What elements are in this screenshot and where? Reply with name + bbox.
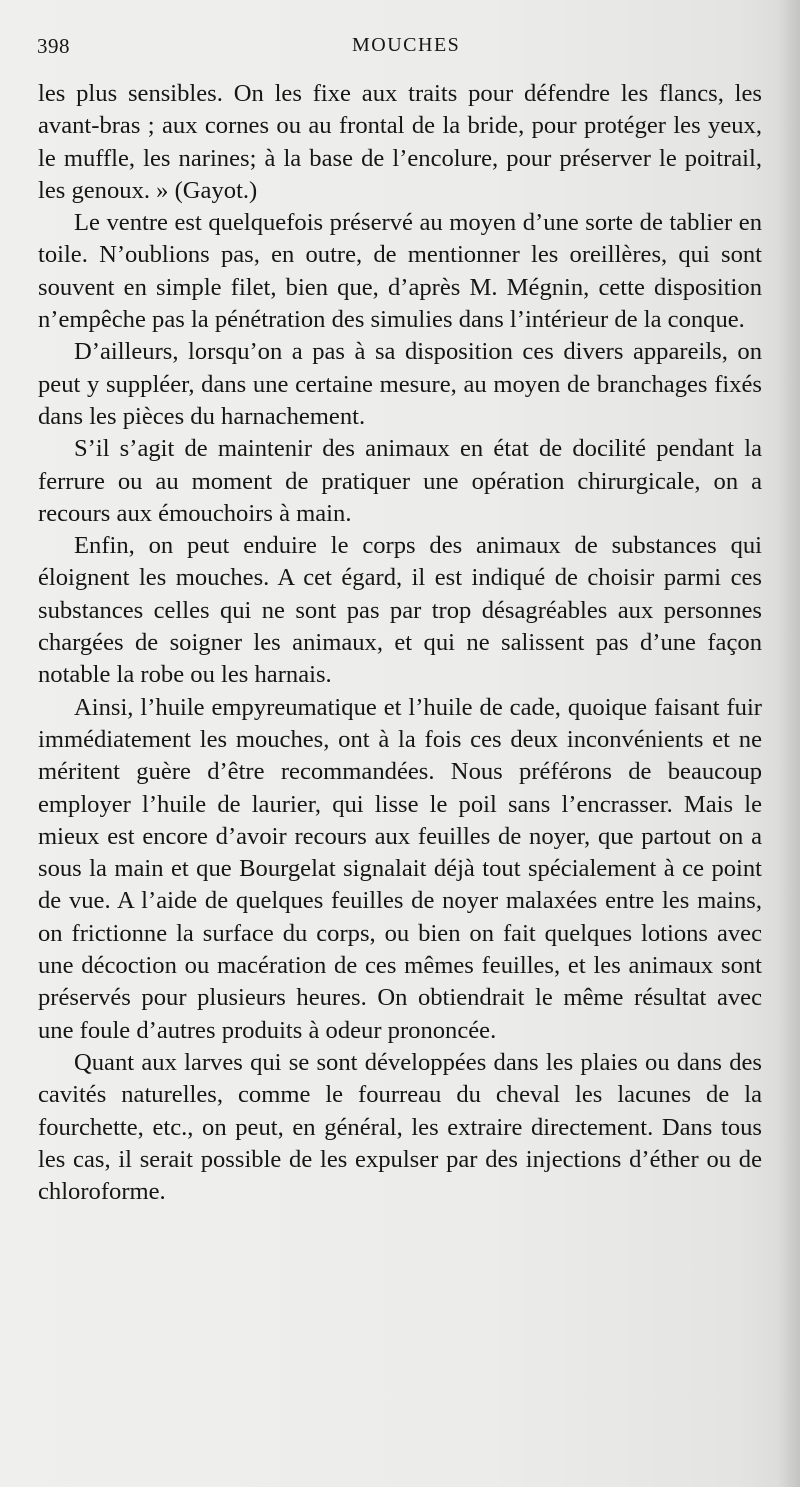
paragraph: Le ventre est quelquefois préservé au moyen d’une sorte de tablier en toile. N’oublions pas, en outre, de mentionner les oreillères, qui sont souvent en simple filet, bien que, d’après M. Mégnin, cette disposition n’empêche pas la pénétration des simulies dans l’intérieur de la conque. bbox=[38, 209, 762, 334]
paragraph: S’il s’agit de maintenir des animaux en état de docilité pendant la ferrure ou au moment de pratiquer une opération chirurgicale, on a recours aux émouchoirs à main. bbox=[38, 435, 762, 527]
body-text bbox=[38, 78, 762, 1208]
page-gutter-shadow bbox=[778, 0, 800, 1487]
page-number: 398 bbox=[37, 34, 70, 58]
paragraph: Quant aux larves qui se sont développées dans les plaies ou dans des cavités naturelles, comme le fourreau du cheval les lacunes de la fourchette, etc., on peut, en général, les extraire directement. Dans tous les cas, il serait possible de les expulser par des injections d’éther ou de chloroforme. bbox=[38, 1048, 762, 1206]
paragraph: Ainsi, l’huile empyreumatique et l’huile de cade, quoique faisant fuir immédiatement les mouches, ont à la fois ces deux inconvénients et ne méritent guère d’être recommandées. Nous préférons de beaucoup employer l’huile de laurier, qui lisse le poil sans l’encrasser. Mais le mieux est encore d’avoir recours aux feuilles de noyer, que partout on a sous la main et que Bourgelat signalait déjà tout spécialement à ce point de vue. A l’aide de quelques feuilles de noyer malaxées entre les mains, on frictionne la surface du corps, ou bien on fait quelques lotions avec une décoction ou macération de ces mêmes feuilles, et les animaux sont préservés pour plusieurs heures. On obtiendrait le même résultat avec une foule d’autres produits à odeur prononcée. bbox=[38, 693, 762, 1044]
paragraph: D’ailleurs, lorsqu’on a pas à sa disposition ces divers appareils, on peut y suppléer, dans une certaine mesure, au moyen de branchages fixés dans les pièces du harnachement. bbox=[38, 338, 762, 430]
running-head: MOUCHES bbox=[352, 34, 461, 56]
page-header bbox=[0, 34, 800, 64]
paragraph-continuation: les plus sensibles. On les fixe aux traits pour défendre les flancs, les avant-bras ; aux cornes ou au frontal de la bride, pour protéger les yeux, le muffle, les narines; à la base de l’encolure, pour préserver le poitrail, les genoux. » (Gayot.) bbox=[38, 80, 762, 204]
paragraph: Enfin, on peut enduire le corps des animaux de substances qui éloignent les mouches. A cet égard, il est indiqué de choisir parmi ces substances celles qui ne sont pas par trop désagréables aux personnes chargées de soigner les animaux, et qui ne salissent pas d’une façon notable la robe ou les harnais. bbox=[38, 532, 762, 689]
